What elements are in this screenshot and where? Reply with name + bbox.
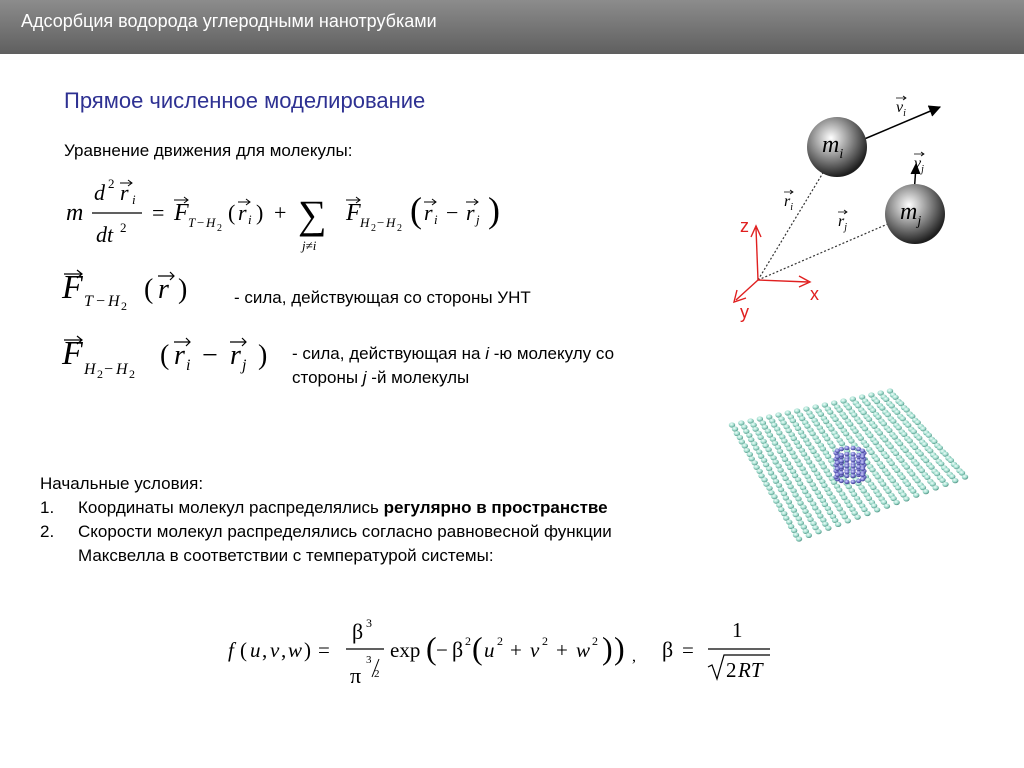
svg-text:+: + bbox=[556, 638, 568, 662]
nanotube-atom bbox=[860, 449, 865, 453]
svg-text:(: ( bbox=[228, 200, 236, 225]
title-bar bbox=[0, 0, 1024, 54]
lattice-atom bbox=[874, 507, 880, 512]
lattice-atom bbox=[854, 515, 860, 520]
axis-z-label: z bbox=[740, 216, 749, 236]
nanotube-atom bbox=[860, 473, 865, 477]
svg-text:r: r bbox=[174, 340, 185, 371]
z-axis bbox=[756, 228, 758, 280]
svg-text:F: F bbox=[62, 269, 83, 306]
svg-text:(: ( bbox=[472, 630, 483, 666]
svg-text:−: − bbox=[202, 340, 218, 371]
svg-text:+: + bbox=[274, 200, 287, 225]
svg-text:3: 3 bbox=[366, 616, 372, 630]
force-cnt-formula bbox=[60, 262, 230, 322]
svg-text:H: H bbox=[360, 215, 370, 230]
nanotube-atom bbox=[856, 479, 861, 483]
lattice-atom bbox=[756, 469, 762, 474]
nanotube-atom bbox=[851, 474, 856, 478]
svg-text:3: 3 bbox=[366, 654, 372, 666]
svg-text:r: r bbox=[466, 200, 475, 225]
velocity-i-label: $v_i$ bbox=[896, 99, 906, 119]
lattice-atom bbox=[752, 460, 758, 465]
nanotube-atom bbox=[839, 453, 844, 457]
lattice-atom bbox=[913, 493, 919, 498]
svg-text:−: − bbox=[377, 215, 385, 230]
rj-label: $r_j$ bbox=[838, 213, 848, 233]
svg-text:2: 2 bbox=[129, 367, 135, 381]
molecule-j-label: $m_j$ bbox=[900, 199, 922, 229]
force-molecule-formula bbox=[60, 328, 290, 388]
svg-text:F: F bbox=[174, 200, 189, 226]
nanotube-atom bbox=[851, 458, 856, 462]
nanotube-atom bbox=[839, 447, 844, 451]
nanotube-atom bbox=[844, 452, 849, 456]
lattice-atom bbox=[742, 443, 748, 448]
force-molecule-description-line2: стороны j -й молекулы bbox=[292, 368, 470, 387]
svg-text:−: − bbox=[197, 215, 205, 230]
lattice-atom bbox=[791, 528, 797, 533]
svg-text:2: 2 bbox=[371, 223, 376, 234]
svg-text:i: i bbox=[186, 357, 191, 374]
svg-text:i: i bbox=[434, 212, 438, 227]
svg-text:f: f bbox=[228, 638, 234, 662]
nanotube-atom bbox=[844, 458, 849, 462]
svg-text:r: r bbox=[424, 200, 433, 225]
svg-text:,: , bbox=[281, 638, 287, 662]
lattice-atom bbox=[781, 511, 787, 516]
svg-text:−: − bbox=[446, 200, 459, 225]
axis-x-label: x bbox=[810, 284, 819, 304]
svg-text:): ) bbox=[488, 190, 500, 230]
svg-text:T: T bbox=[84, 293, 93, 310]
svg-text:2: 2 bbox=[726, 658, 737, 682]
svg-text:2: 2 bbox=[217, 223, 222, 234]
lattice-atom bbox=[962, 474, 968, 479]
svg-text:): ) bbox=[256, 200, 264, 225]
nanotube-atom bbox=[844, 470, 849, 474]
svg-text:−: − bbox=[436, 638, 448, 662]
nanotube-atom bbox=[860, 455, 865, 459]
svg-text:): ) bbox=[602, 630, 613, 666]
svg-text:2: 2 bbox=[97, 367, 103, 381]
svg-text:2: 2 bbox=[465, 634, 471, 648]
lattice-atom bbox=[796, 536, 802, 541]
svg-text:H: H bbox=[206, 215, 216, 230]
svg-text:2: 2 bbox=[108, 176, 115, 191]
svg-text:,: , bbox=[262, 638, 268, 662]
svg-text:T: T bbox=[188, 215, 196, 230]
nanotube-atom bbox=[844, 446, 849, 450]
svg-text:H: H bbox=[108, 293, 120, 310]
svg-text:H: H bbox=[116, 361, 128, 378]
svg-text:(: ( bbox=[240, 638, 247, 662]
nanotube-atom bbox=[851, 446, 856, 450]
svg-text:2: 2 bbox=[497, 634, 503, 648]
initial-item-2-number: 2. bbox=[40, 522, 55, 541]
nanotube-atom bbox=[851, 464, 856, 468]
nanotube-atom bbox=[844, 464, 849, 468]
svg-text:r: r bbox=[120, 180, 129, 205]
lattice-atom bbox=[835, 522, 841, 527]
svg-text:β: β bbox=[452, 637, 464, 662]
svg-text:w: w bbox=[288, 638, 303, 662]
nanotube-atom bbox=[839, 471, 844, 475]
svg-text:exp: exp bbox=[390, 638, 421, 662]
svg-text:r: r bbox=[238, 200, 247, 225]
svg-text:=: = bbox=[682, 638, 694, 662]
svg-text:r: r bbox=[158, 274, 169, 305]
svg-text:=: = bbox=[318, 638, 330, 662]
nanotube-atom bbox=[860, 467, 865, 471]
svg-text:F: F bbox=[62, 335, 83, 372]
svg-text:+: + bbox=[510, 638, 522, 662]
svg-text:,: , bbox=[632, 648, 636, 665]
svg-text:): ) bbox=[304, 638, 311, 662]
lattice-atom bbox=[815, 529, 821, 534]
nanotube-atom bbox=[839, 459, 844, 463]
nanotube-atom bbox=[860, 461, 865, 465]
lattice-atom bbox=[942, 482, 948, 487]
initial-item-1: Координаты молекул распределялись регулярно в пространстве bbox=[78, 498, 608, 517]
initial-item-1-number: 1. bbox=[40, 498, 55, 517]
svg-text:d: d bbox=[94, 180, 105, 205]
svg-text:F: F bbox=[346, 200, 361, 226]
svg-text:2: 2 bbox=[121, 299, 127, 313]
ri-vector bbox=[758, 158, 832, 280]
ri-label: $r_i$ bbox=[784, 193, 794, 213]
equation-intro: Уравнение движения для молекулы: bbox=[64, 141, 353, 160]
maxwell-distribution-formula bbox=[222, 605, 782, 695]
svg-text:β: β bbox=[662, 637, 674, 662]
svg-text:2: 2 bbox=[592, 634, 598, 648]
y-axis bbox=[736, 280, 758, 300]
svg-text:): ) bbox=[614, 630, 625, 666]
svg-text:dt: dt bbox=[96, 222, 114, 247]
svg-text:w: w bbox=[576, 638, 591, 662]
lattice-atom bbox=[732, 426, 738, 431]
svg-text:2: 2 bbox=[542, 634, 548, 648]
lattice-atom bbox=[884, 504, 890, 509]
molecule-i-label: $m_i$ bbox=[822, 132, 844, 162]
lattice-atom bbox=[933, 485, 939, 490]
molecules-diagram bbox=[720, 90, 980, 330]
svg-text:): ) bbox=[178, 274, 188, 305]
svg-text:β: β bbox=[352, 619, 364, 644]
force-molecule-description-line1: - сила, действующая на i -ю молекулу со bbox=[292, 344, 615, 363]
nanotube-atom bbox=[851, 452, 856, 456]
lattice-atom bbox=[825, 526, 831, 531]
svg-text:(: ( bbox=[410, 190, 422, 230]
lattice-atom bbox=[845, 518, 851, 523]
svg-text:(: ( bbox=[144, 274, 154, 305]
lattice-atom bbox=[771, 494, 777, 499]
svg-text:−: − bbox=[104, 361, 114, 378]
svg-text:j: j bbox=[476, 212, 480, 227]
section-heading: Прямое численное моделирование bbox=[64, 88, 426, 113]
nanotube-atom bbox=[844, 480, 849, 484]
svg-text:H: H bbox=[386, 215, 396, 230]
lattice-simulation-image bbox=[722, 385, 972, 565]
force-cnt-description: - сила, действующая со стороны УНТ bbox=[234, 288, 531, 307]
initial-item-2-line1: Скорости молекул распределялись согласно равновесной функции bbox=[78, 522, 612, 541]
svg-text:r: r bbox=[230, 340, 241, 371]
svg-text:1: 1 bbox=[732, 618, 743, 642]
lattice-atom bbox=[806, 533, 812, 538]
svg-text:2: 2 bbox=[397, 223, 402, 234]
svg-text:i: i bbox=[132, 192, 136, 207]
svg-text:u: u bbox=[484, 638, 495, 662]
svg-text:=: = bbox=[152, 200, 165, 225]
nanotube-atom bbox=[844, 474, 849, 478]
lattice-atom bbox=[766, 486, 772, 491]
svg-text:i: i bbox=[248, 212, 252, 227]
svg-text:v: v bbox=[270, 638, 280, 662]
velocity-j-label: $v_j$ bbox=[914, 155, 924, 175]
svg-text:j≠i: j≠i bbox=[302, 238, 317, 253]
svg-text:H: H bbox=[84, 361, 96, 378]
svg-text:RT: RT bbox=[738, 658, 763, 682]
axis-y-label: y bbox=[740, 302, 749, 322]
svg-text:): ) bbox=[258, 340, 268, 371]
svg-text:m: m bbox=[66, 200, 84, 226]
svg-text:−: − bbox=[96, 293, 106, 310]
equation-of-motion bbox=[60, 170, 540, 260]
rj-vector bbox=[758, 223, 890, 280]
nanotube-atom bbox=[839, 465, 844, 469]
svg-text:π: π bbox=[350, 663, 362, 688]
svg-text:(: ( bbox=[426, 630, 437, 666]
nanotube-atom bbox=[851, 470, 856, 474]
x-axis bbox=[758, 280, 808, 282]
initial-item-2-line2: Максвелла в соответствии с температурой системы: bbox=[78, 546, 494, 565]
svg-text:(: ( bbox=[160, 340, 170, 371]
lattice-atom bbox=[952, 478, 958, 483]
lattice-atom bbox=[903, 496, 909, 501]
lattice-atom bbox=[864, 511, 870, 516]
svg-text:2: 2 bbox=[120, 220, 127, 235]
nanotube-atom bbox=[851, 480, 856, 484]
svg-text:2: 2 bbox=[374, 668, 380, 680]
initial-conditions-heading: Начальные условия: bbox=[40, 474, 204, 493]
lattice-atom bbox=[923, 489, 929, 494]
lattice-atom bbox=[893, 500, 899, 505]
svg-text:v: v bbox=[530, 638, 540, 662]
slide-title: Адсорбция водорода углеродными нанотрубками bbox=[21, 11, 437, 31]
svg-text:j: j bbox=[242, 357, 247, 374]
svg-text:∑: ∑ bbox=[298, 192, 327, 237]
svg-text:u: u bbox=[250, 638, 261, 662]
